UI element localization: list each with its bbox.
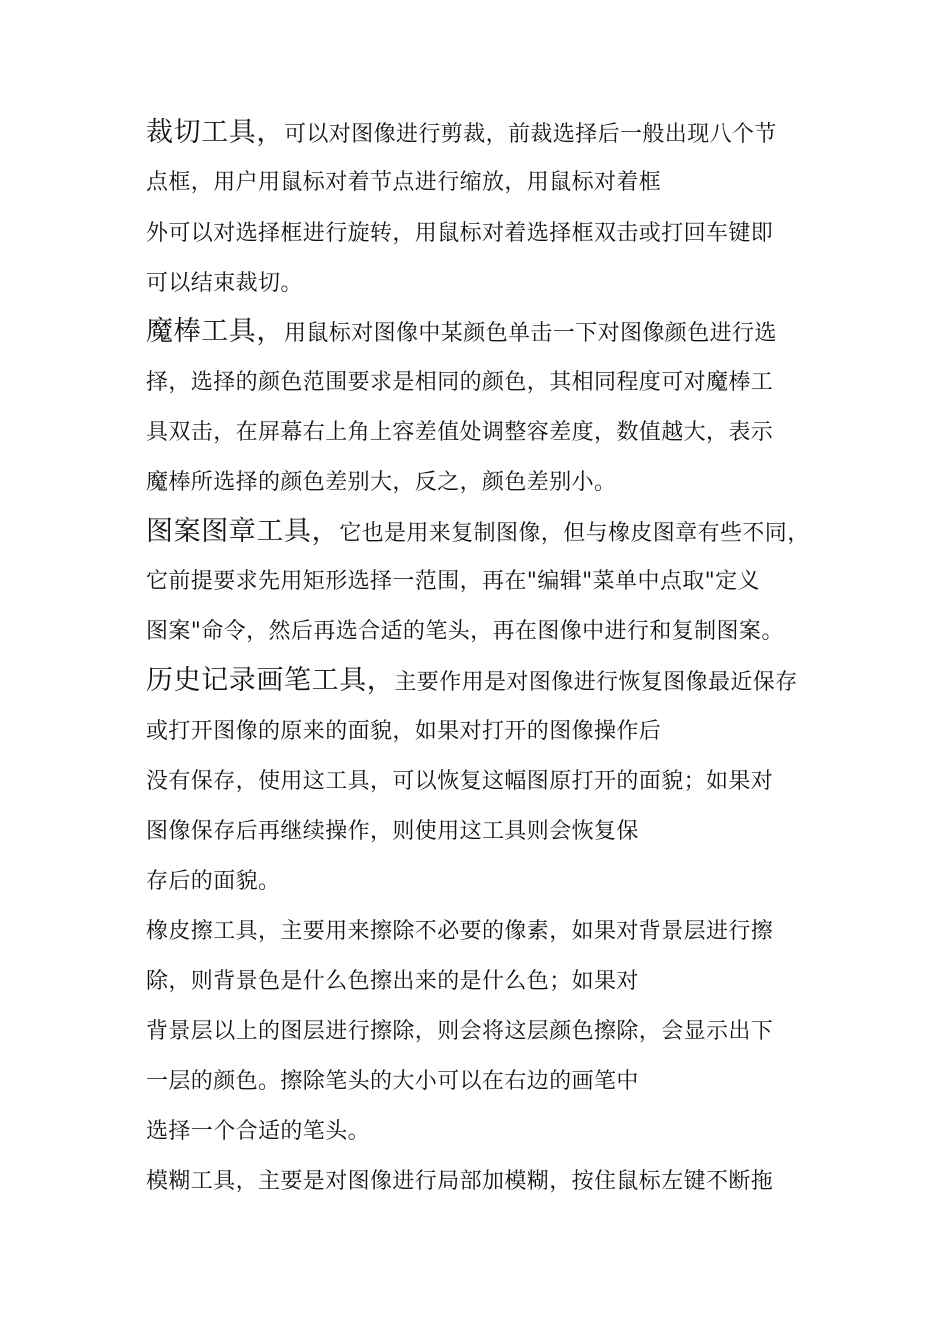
line-text: 没有保存，使用这工具，可以恢复这幅图原打开的面貌；如果对 [146,769,774,794]
line-text: 图案"命令，然后再选合适的笔头，再在图像中进行和复制图案。 [146,619,784,644]
paragraph-line [146,219,773,249]
line-text: 选择一个合适的笔头。 [146,1119,371,1144]
paragraph-line [146,1167,773,1197]
tool-term: 历史记录画笔工具， [146,665,395,696]
line-text: 模糊工具，主要是对图像进行局部加模糊，按住鼠标左键不断拖 [146,1169,774,1194]
line-text: 可以对图像进行剪裁，前裁选择后一般出现八个节 [284,122,777,147]
paragraph-line [146,666,798,698]
paragraph-line [146,617,784,647]
tool-term: 魔棒工具， [146,316,284,347]
paragraph-line [146,1117,370,1147]
line-text: 外可以对选择框进行旋转，用鼠标对着选择框双击或打回车键即 [146,221,774,246]
line-text: 用鼠标对图像中某颜色单击一下对图像颜色进行选 [284,321,777,346]
tool-term: 图案图章工具， [146,516,340,547]
paragraph-line [146,517,810,549]
paragraph-line [146,468,616,498]
tool-term: 裁切工具， [146,117,284,148]
paragraph-line [146,967,639,997]
line-text: 择，选择的颜色范围要求是相同的颜色，其相同程度可对魔棒工 [146,370,774,395]
paragraph-line [146,817,639,847]
paragraph-line [146,269,303,299]
line-text: 存后的面貌。 [146,869,281,894]
line-text: 它前提要求先用矩形选择一范围，再在"编辑"菜单中点取"定义 [146,569,760,594]
paragraph-line [146,168,661,198]
paragraph-line [146,418,773,448]
paragraph-line [146,1067,639,1097]
line-text: 一层的颜色。擦除笔头的大小可以在右边的画笔中 [146,1069,639,1094]
line-text: 可以结束裁切。 [146,271,303,296]
line-text: 图像保存后再继续操作，则使用这工具则会恢复保 [146,819,639,844]
paragraph-line [146,317,777,349]
line-text: 主要作用是对图像进行恢复图像最近保存 [394,670,798,695]
line-text: 橡皮擦工具，主要用来擦除不必要的像素，如果对背景层进行擦 [146,919,774,944]
paragraph-line [146,867,280,897]
paragraph-line [146,917,773,947]
line-text: 它也是用来复制图像，但与橡皮图章有些不同， [339,521,810,546]
paragraph-line [146,368,773,398]
paragraph-line [146,1017,773,1047]
line-text: 魔棒所选择的颜色差别大，反之，颜色差别小。 [146,470,617,495]
paragraph-line [146,717,661,747]
line-text: 背景层以上的图层进行擦除，则会将这层颜色擦除，会显示出下 [146,1019,774,1044]
line-text: 除，则背景色是什么色擦出来的是什么色；如果对 [146,969,639,994]
line-text: 具双击，在屏幕右上角上容差值处调整容差度，数值越大，表示 [146,420,774,445]
paragraph-line [146,767,773,797]
line-text: 点框，用户用鼠标对着节点进行缩放，用鼠标对着框 [146,170,662,195]
paragraph-line [146,567,760,597]
paragraph-line [146,118,777,150]
line-text: 或打开图像的原来的面貌，如果对打开的图像操作后 [146,719,662,744]
